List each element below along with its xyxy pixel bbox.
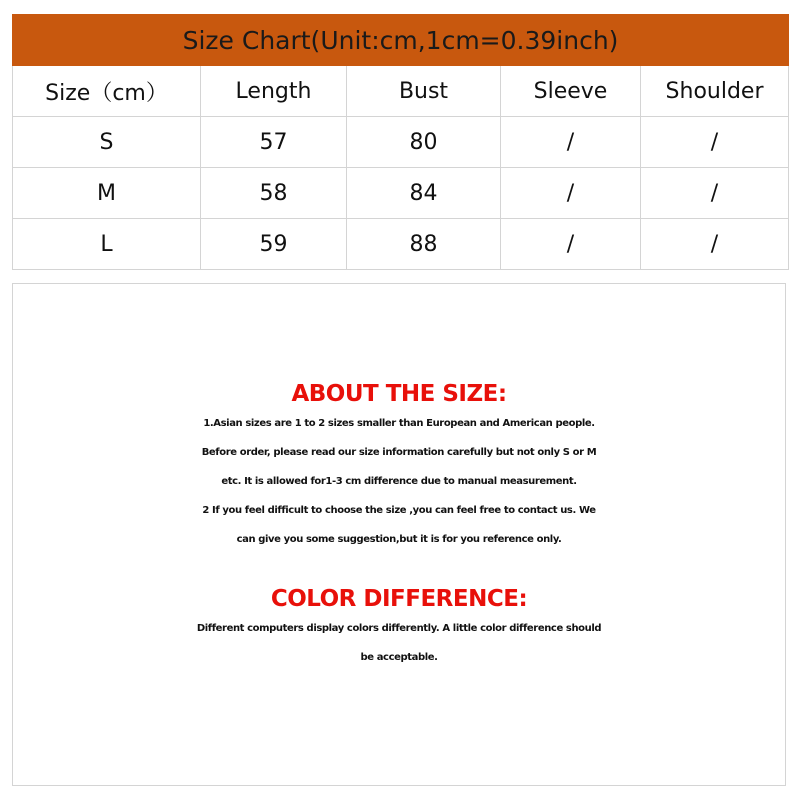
color-difference-text [13, 614, 785, 672]
about-size-heading: ABOUT THE SIZE: [291, 381, 507, 407]
about-size-line: 2 If you feel difficult to choose the size ,you can feel free to contact us. We [202, 505, 596, 516]
color-difference-line: be acceptable. [360, 652, 438, 663]
cell-size: L [13, 219, 201, 270]
cell-shoulder: / [641, 117, 789, 168]
size-info-content [13, 379, 785, 672]
section-spacer [13, 554, 785, 584]
size-chart-title-row [13, 15, 789, 66]
about-size-line: 1.Asian sizes are 1 to 2 sizes smaller than European and American people. [203, 418, 595, 429]
color-difference-line: Different computers display colors differently. A little color difference should [196, 623, 602, 634]
size-chart-header-row [13, 66, 789, 117]
header-length: Length [201, 66, 347, 117]
header-bust: Bust [347, 66, 501, 117]
size-chart-table [12, 14, 789, 270]
cell-sleeve: / [501, 219, 641, 270]
cell-bust: 80 [347, 117, 501, 168]
cell-size: S [13, 117, 201, 168]
header-size: Size（cm） [13, 66, 201, 117]
cell-shoulder: / [641, 219, 789, 270]
about-size-line: can give you some suggestion,but it is for you reference only. [236, 534, 562, 545]
size-chart-title: Size Chart(Unit:cm,1cm=0.39inch) [13, 15, 789, 66]
header-sleeve: Sleeve [501, 66, 641, 117]
cell-size: M [13, 168, 201, 219]
table-row [13, 219, 789, 270]
table-row [13, 168, 789, 219]
about-size-line: etc. It is allowed for1-3 cm difference due to manual measurement. [221, 476, 577, 487]
cell-shoulder: / [641, 168, 789, 219]
color-difference-heading: COLOR DIFFERENCE: [270, 586, 528, 612]
cell-length: 58 [201, 168, 347, 219]
cell-bust: 84 [347, 168, 501, 219]
about-size-line: Before order, please read our size information carefully but not only S or M [201, 447, 597, 458]
table-row [13, 117, 789, 168]
about-size-text [13, 409, 785, 554]
cell-length: 57 [201, 117, 347, 168]
cell-length: 59 [201, 219, 347, 270]
cell-sleeve: / [501, 117, 641, 168]
header-shoulder: Shoulder [641, 66, 789, 117]
size-info-box [12, 283, 786, 786]
cell-bust: 88 [347, 219, 501, 270]
cell-sleeve: / [501, 168, 641, 219]
